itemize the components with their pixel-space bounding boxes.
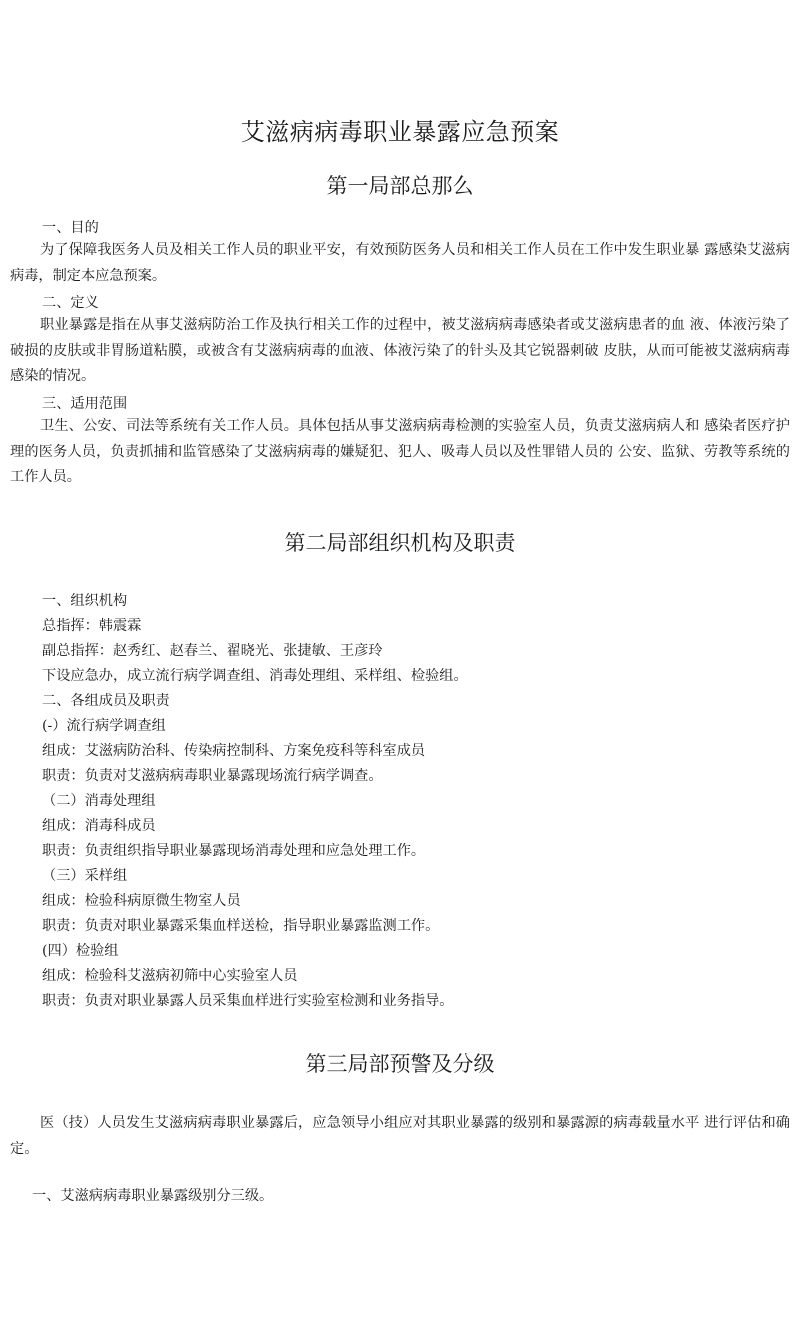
org-line: 职责：负责对艾滋病病毒职业暴露现场流行病学调查。 [42,768,383,784]
document-title: 艾滋病病毒职业暴露应急预案 [240,118,560,146]
paragraph-definition: 职业暴露是指在从事艾滋病防治工作及执行相关工作的过程中，被艾滋病病毒感染者或艾滋病患者的血 液、体液污染了破损的皮肤或非胃肠道粘膜，或被含有艾滋病病毒的血液、体液污染了的针头及其它锐器刺破 皮肤，从而可能被艾滋病病毒感染的情况。 [10,317,790,384]
org-line: (四）检验组 [42,943,119,959]
org-line: 副总指挥：赵秀红、赵春兰、翟晓光、张捷敏、王彦玲 [42,643,383,659]
org-line: 职责：负责对职业暴露人员采集血样进行实验室检测和业务指导。 [42,993,454,1009]
org-line: 职责：负责组织指导职业暴露现场消毒处理和应急处理工作。 [42,843,426,859]
paragraph-purpose: 为了保障我医务人员及相关工作人员的职业平安，有效预防医务人员和相关工作人员在工作中发生职业暴 露感染艾滋病病毒，制定本应急预案。 [10,242,790,284]
org-line: 下设应急办，成立流行病学调查组、消毒处理组、采样组、检验组。 [42,668,468,684]
org-line: 组成：艾滋病防治科、传染病控制科、方案免疫科等科室成员 [42,743,426,759]
section-heading-definition: 二、定义 [42,295,99,311]
part2-heading: 第二局部组织机构及职责 [284,531,516,555]
part1-heading: 第一局部总那么 [326,174,474,198]
org-line: 组成：检验科艾滋病初筛中心实验室人员 [42,968,298,984]
org-line: (-）流行病学调查组 [42,718,166,734]
org-line: 二、各组成员及职责 [42,693,170,709]
org-line: （三）采样组 [42,868,128,884]
org-line: 组成：检验科病原微生物室人员 [42,893,241,909]
org-line: 总指挥：韩震霖 [42,618,142,634]
org-line: 组成：消毒科成员 [42,818,156,834]
paragraph-scope: 卫生、公安、司法等系统有关工作人员。具体包括从事艾滋病病毒检测的实验室人员，负责艾滋病病人和 感染者医疗护理的医务人员，负责抓捕和监管感染了艾滋病病毒的嫌疑犯、犯人、吸毒人员以及性罪错人员的 公安、监狱、劳教等系统的工作人员。 [10,418,790,485]
section-heading-purpose: 一、目的 [42,220,99,236]
paragraph-warning: 医（技）人员发生艾滋病病毒职业暴露后，应急领导小组应对其职业暴露的级别和暴露源的病毒载量水平 进行评估和确定。 [10,1115,790,1157]
org-line: 职责：负责对职业暴露采集血样送检，指导职业暴露监测工作。 [42,918,440,934]
part3-heading: 第三局部预警及分级 [305,1052,495,1076]
org-line: （二）消毒处理组 [42,793,156,809]
org-line: 一、组织机构 [42,593,128,609]
section-heading-scope: 三、适用范围 [42,396,128,412]
warning-level-item: 一、艾滋病病毒职业暴露级别分三级。 [32,1188,274,1204]
